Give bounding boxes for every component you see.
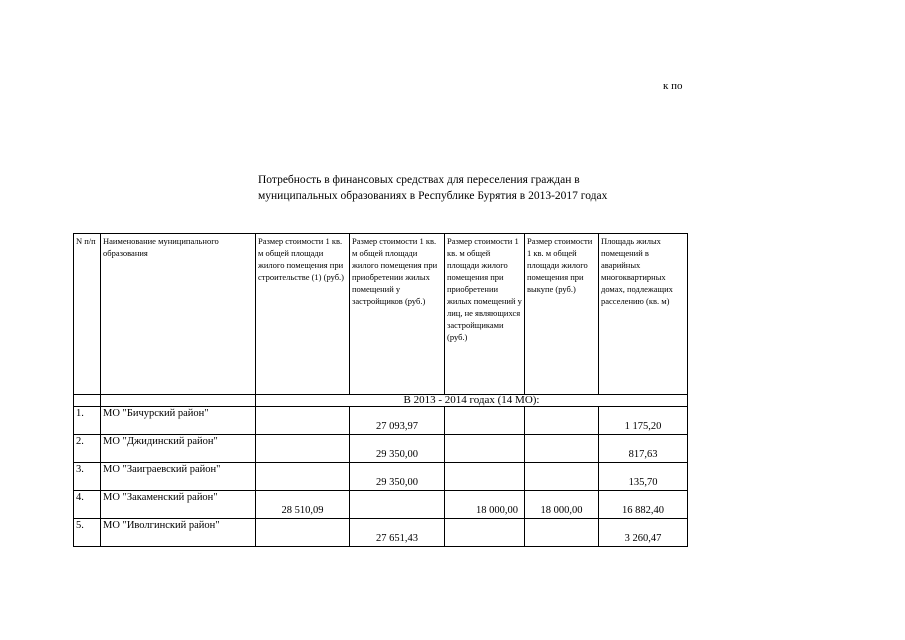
row-number: 2. (74, 435, 101, 463)
row-cost-buyout: 18 000,00 (525, 491, 599, 519)
title-line-2: муниципальных образованиях в Республике Бурятия в 2013-2017 годах (258, 190, 608, 202)
row-cost-construction (256, 407, 350, 435)
row-area: 817,63 (599, 435, 688, 463)
row-cost-non-developers (445, 435, 525, 463)
row-number: 1. (74, 407, 101, 435)
table-row (74, 519, 688, 547)
row-cost-construction (256, 519, 350, 547)
row-cost-developers: 27 093,97 (350, 407, 445, 435)
section-spacer-name (101, 395, 256, 407)
row-cost-buyout (525, 463, 599, 491)
row-number: 4. (74, 491, 101, 519)
row-municipality: МО "Закаменский район" (101, 491, 256, 519)
header-area: Площадь жилых помещений в аварийных многоквартирных домах, подлежащих расселению (кв. м) (599, 234, 688, 395)
table-row (74, 463, 688, 491)
section-spacer-number (74, 395, 101, 407)
row-cost-buyout (525, 435, 599, 463)
row-cost-buyout (525, 519, 599, 547)
header-municipality: Наименование муниципального образования (101, 234, 256, 395)
header-number: N п/п (74, 234, 101, 395)
section-row (74, 395, 688, 407)
table-row (74, 407, 688, 435)
row-area: 1 175,20 (599, 407, 688, 435)
document-title (258, 172, 678, 204)
corner-note: к по (663, 80, 683, 92)
row-cost-buyout (525, 407, 599, 435)
row-municipality: МО "Иволгинский район" (101, 519, 256, 547)
table-header-row (74, 234, 688, 395)
row-cost-developers: 29 350,00 (350, 435, 445, 463)
header-cost-non-developers: Размер стоимости 1 кв. м общей площади жилого помещения при приобретении жилых помещений у лиц, не являющихся застройщиками (руб.) (445, 234, 525, 395)
row-area: 3 260,47 (599, 519, 688, 547)
row-cost-construction (256, 435, 350, 463)
row-cost-construction: 28 510,09 (256, 491, 350, 519)
table-row (74, 435, 688, 463)
row-number: 3. (74, 463, 101, 491)
row-municipality: МО "Джидинский район" (101, 435, 256, 463)
row-cost-developers (350, 491, 445, 519)
funding-table (73, 233, 688, 547)
row-cost-developers: 29 350,00 (350, 463, 445, 491)
row-area: 16 882,40 (599, 491, 688, 519)
row-municipality: МО "Заиграевский район" (101, 463, 256, 491)
header-cost-construction: Размер стоимости 1 кв. м общей площади жилого помещения при строительстве (1) (руб.) (256, 234, 350, 395)
row-cost-developers: 27 651,43 (350, 519, 445, 547)
row-cost-non-developers (445, 407, 525, 435)
row-cost-non-developers: 18 000,00 (445, 491, 525, 519)
header-cost-buyout: Размер стоимости 1 кв. м общей площади жилого помещения при выкупе (руб.) (525, 234, 599, 395)
row-cost-non-developers (445, 519, 525, 547)
title-line-1: Потребность в финансовых средствах для переселения граждан в (258, 174, 580, 186)
header-cost-developers: Размер стоимости 1 кв. м общей площади жилого помещения при приобретении жилых помещений у застройщиков (руб.) (350, 234, 445, 395)
table-row (74, 491, 688, 519)
section-label: В 2013 - 2014 годах (14 МО): (256, 395, 688, 407)
row-municipality: МО "Бичурский район" (101, 407, 256, 435)
row-number: 5. (74, 519, 101, 547)
row-cost-construction (256, 463, 350, 491)
row-cost-non-developers (445, 463, 525, 491)
row-area: 135,70 (599, 463, 688, 491)
